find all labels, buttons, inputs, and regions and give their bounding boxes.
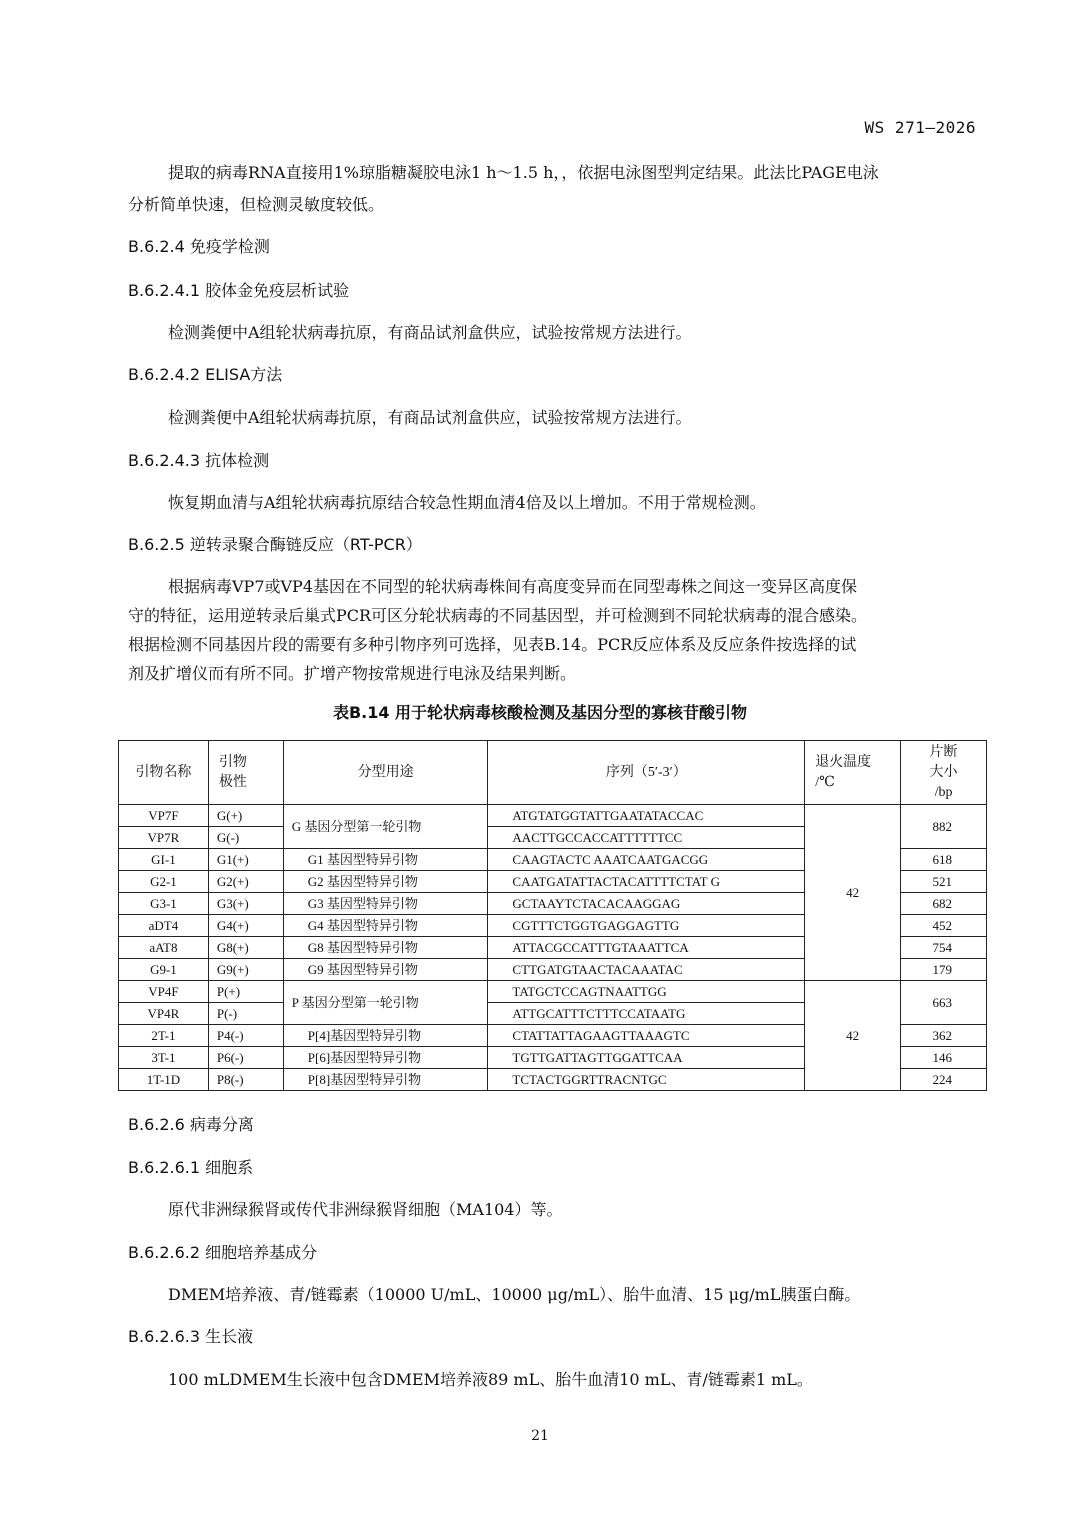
cell-polarity: G(-) (208, 827, 283, 849)
cell-use: G2 基因型特异引物 (283, 871, 488, 893)
cell-name: aDT4 (119, 915, 209, 937)
cell-polarity: G2(+) (208, 871, 283, 893)
paragraph-b6261: 原代非洲绿猴肾或传代非洲绿猴肾细胞（MA104）等。 (168, 1200, 563, 1219)
paragraph-line: 根据病毒VP7或VP4基因在不同型的轮状病毒株间有高度变异而在同型毒株之间这一变异区高度保 (168, 577, 858, 596)
primer-table (118, 740, 987, 1091)
cell-sequence: CAAGTACTC AAATCAATGACGG (488, 849, 805, 871)
cell-sequence: TCTACTGGRTTRACNTGC (488, 1069, 805, 1091)
section-heading-b6261: B.6.2.6.1 细胞系 (128, 1158, 254, 1177)
header-sequence: 序列（5′-3′） (488, 741, 805, 805)
cell-size: 521 (901, 871, 987, 893)
header-use: 分型用途 (283, 741, 488, 805)
cell-name: VP7R (119, 827, 209, 849)
cell-sequence: GCTAAYTCTACACAAGGAG (488, 893, 805, 915)
cell-polarity: G1(+) (208, 849, 283, 871)
section-heading-b6263: B.6.2.6.3 生长液 (128, 1327, 254, 1346)
cell-name: aAT8 (119, 937, 209, 959)
cell-size: 224 (901, 1069, 987, 1091)
cell-use: P[6]基因型特异引物 (283, 1047, 488, 1069)
section-heading-b626: B.6.2.6 病毒分离 (128, 1115, 254, 1134)
table-row (119, 805, 987, 827)
cell-size: 452 (901, 915, 987, 937)
cell-name: G9-1 (119, 959, 209, 981)
paragraph-line: 提取的病毒RNA直接用1%琼脂糖凝胶电泳1 h～1.5 h，，依据电泳图型判定结果。此法比PAGE电泳 (168, 163, 879, 182)
cell-polarity: P6(-) (208, 1047, 283, 1069)
cell-polarity: G3(+) (208, 893, 283, 915)
paragraph-line: 分析简单快速，但检测灵敏度较低。 (128, 195, 385, 214)
cell-name: VP4R (119, 1003, 209, 1025)
cell-size: 754 (901, 937, 987, 959)
cell-name: G2-1 (119, 871, 209, 893)
section-heading-b6262: B.6.2.6.2 细胞培养基成分 (128, 1243, 318, 1262)
cell-size: 882 (901, 805, 987, 849)
cell-use: P[4]基因型特异引物 (283, 1025, 488, 1047)
cell-name: VP7F (119, 805, 209, 827)
cell-polarity: G(+) (208, 805, 283, 827)
cell-size: 682 (901, 893, 987, 915)
cell-polarity: P4(-) (208, 1025, 283, 1047)
section-heading-b6241: B.6.2.4.1 胶体金免疫层析试验 (128, 281, 350, 300)
paragraph-line: 剂及扩增仪而有所不同。扩增产物按常规进行电泳及结果判断。 (128, 664, 577, 683)
cell-size: 146 (901, 1047, 987, 1069)
paragraph-line: 根据检测不同基因片段的需要有多种引物序列可选择，见表B.14。PCR反应体系及反应条件按选择的试 (128, 635, 857, 654)
cell-polarity: G4(+) (208, 915, 283, 937)
cell-use: P[8]基因型特异引物 (283, 1069, 488, 1091)
cell-name: G3-1 (119, 893, 209, 915)
cell-use: G 基因分型第一轮引物 (283, 805, 488, 849)
cell-temp: 42 (805, 805, 901, 981)
cell-polarity: G8(+) (208, 937, 283, 959)
cell-use: G4 基因型特异引物 (283, 915, 488, 937)
paragraph-b6263: 100 mLDMEM生长液中包含DMEM培养液89 mL、胎牛血清10 mL、青/链霉素1 mL。 (168, 1370, 813, 1389)
cell-polarity: P8(-) (208, 1069, 283, 1091)
paragraph-b6262: DMEM培养液、青/链霉素（10000 U/mL、10000 μg/mL）、胎牛血清、15 μg/mL胰蛋白酶。 (168, 1285, 861, 1304)
table-row (119, 981, 987, 1003)
cell-use: G9 基因型特异引物 (283, 959, 488, 981)
section-heading-b6243: B.6.2.4.3 抗体检测 (128, 451, 270, 470)
header-temp: 退火温度 /℃ (805, 741, 901, 805)
page-number: 21 (531, 1428, 549, 1444)
cell-sequence: CTATTATTAGAAGTTAAAGTC (488, 1025, 805, 1047)
cell-use: G1 基因型特异引物 (283, 849, 488, 871)
cell-name: 1T-1D (119, 1069, 209, 1091)
cell-use: P 基因分型第一轮引物 (283, 981, 488, 1025)
section-heading-b625: B.6.2.5 逆转录聚合酶链反应（RT-PCR） (128, 535, 422, 554)
cell-sequence: ATTGCATTTCTTTCCATAATG (488, 1003, 805, 1025)
cell-size: 618 (901, 849, 987, 871)
cell-name: 3T-1 (119, 1047, 209, 1069)
cell-sequence: TGTTGATTAGTTGGATTCAA (488, 1047, 805, 1069)
cell-polarity: P(-) (208, 1003, 283, 1025)
section-heading-b624: B.6.2.4 免疫学检测 (128, 237, 270, 256)
cell-use: G3 基因型特异引物 (283, 893, 488, 915)
cell-name: 2T-1 (119, 1025, 209, 1047)
cell-sequence: ATTACGCCATTTGTAAATTCA (488, 937, 805, 959)
cell-sequence: CGTTTCTGGTGAGGAGTTG (488, 915, 805, 937)
cell-size: 179 (901, 959, 987, 981)
cell-sequence: ATGTATGGTATTGAATATACCAC (488, 805, 805, 827)
paragraph-b6241: 检测粪便中A组轮状病毒抗原，有商品试剂盒供应，试验按常规方法进行。 (168, 323, 692, 342)
cell-sequence: TATGCTCCAGTNAATTGG (488, 981, 805, 1003)
cell-sequence: CAATGATATTACTACATTTTCTAT G (488, 871, 805, 893)
paragraph-b6243: 恢复期血清与A组轮状病毒抗原结合较急性期血清4倍及以上增加。不用于常规检测。 (168, 493, 766, 512)
cell-sequence: AACTTGCCACCATTTTTTCC (488, 827, 805, 849)
document-id: WS 271—2026 (864, 118, 976, 137)
cell-polarity: P(+) (208, 981, 283, 1003)
section-heading-b6242: B.6.2.4.2 ELISA方法 (128, 365, 283, 384)
cell-use: G8 基因型特异引物 (283, 937, 488, 959)
cell-name: GI-1 (119, 849, 209, 871)
table-caption: 表B.14 用于轮状病毒核酸检测及基因分型的寡核苷酸引物 (332, 703, 748, 722)
cell-sequence: CTTGATGTAACTACAAATAC (488, 959, 805, 981)
paragraph-b6242: 检测粪便中A组轮状病毒抗原，有商品试剂盒供应，试验按常规方法进行。 (168, 408, 692, 427)
cell-name: VP4F (119, 981, 209, 1003)
cell-size: 663 (901, 981, 987, 1025)
cell-polarity: G9(+) (208, 959, 283, 981)
paragraph-line: 守的特征，运用逆转录后巢式PCR可区分轮状病毒的不同基因型，并可检测到不同轮状病毒的混合感染。 (128, 606, 868, 625)
header-polarity: 引物 极性 (208, 741, 283, 805)
cell-size: 362 (901, 1025, 987, 1047)
header-size: 片断 大小 /bp (901, 741, 987, 805)
cell-temp: 42 (805, 981, 901, 1091)
header-name: 引物名称 (119, 741, 209, 805)
